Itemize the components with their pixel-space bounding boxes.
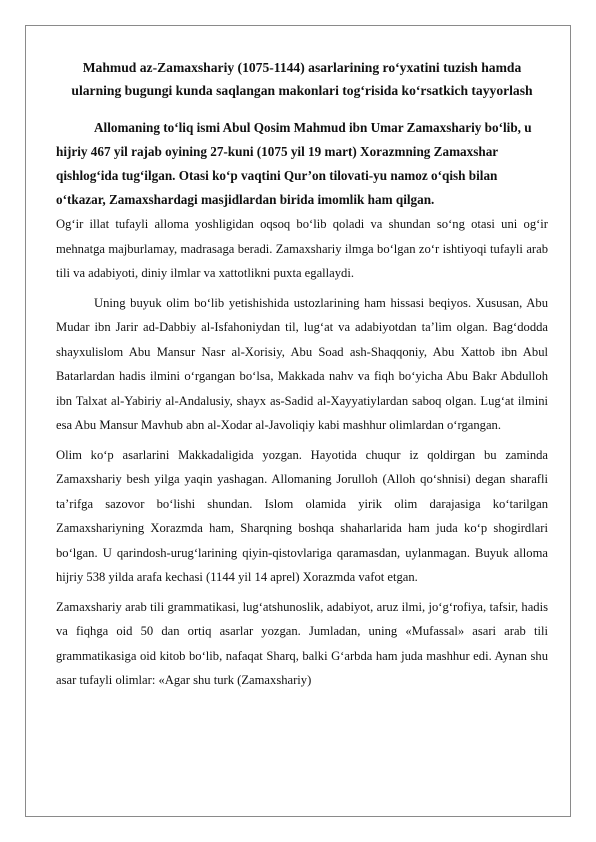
paragraph-1: Og‘ir illat tufayli alloma yoshligidan oqsoq bo‘lib qoladi va shundan so‘ng otasi uni og‘ir mehnatga majburlamay, madrasaga beradi. Zamaxshariy ilmga bo‘lgan zo‘r ishtiyoqi tufayli arab tili va adabiyoti, diniy ilmlar va xattotlikni puxta egallaydi. xyxy=(56,217,548,280)
title-line-1: Mahmud az-Zamaxshariy (1075-1144) asarlarining ro‘yxatini tuzish hamda xyxy=(82,60,522,75)
paragraph-3: Olim ko‘p asarlarini Makkadaligida yozgan. Hayotida chuqur iz qoldirgan bu zaminda Zamaxshariy besh yilga yaqin yashagan. Allomaning Jorulloh (Alloh qo‘shnisi) degan sharafli ta’rifga sazovor bo‘lishi shundan. Islom olamida yirik olim darajasiga ko‘tarilgan Zamaxshariyning Xorazmda ham, Sharqning boshqa shaharlarida ham juda ko‘p shogirdlari bo‘lgan. U qarindosh-urug‘larining qiyin-qistovlariga qaramasdan, uylanmagan. Buyuk alloma hijriy 538 yilda arafa kechasi (1144 yil 14 aprel) Xorazmda vafot etgan. xyxy=(56,447,548,584)
title-line-2: ularning bugungi kunda saqlangan makonlari tog‘risida ko‘rsatkich tayyorlash xyxy=(71,83,533,98)
document-title xyxy=(56,56,548,102)
paragraph-2: Uning buyuk olim bo‘lib yetishishida ustozlarining ham hissasi beqiyos. Xususan, Abu Mudar ibn Jarir ad-Dabbiy al-Isfahoniydan til, lug‘at va adabiyotdan ta’lim olgan. Bag‘dodda shayxulislom Abu Mansur Nasr al-Xorisiy, Abu Soad ash-Shaqqoniy, Abu Xattob ibn Abul Batarlardan hadis ilmini o‘rgangan bo‘lsa, Makkada nahv va fiqh bo‘yicha Abu Bakr Abdulloh ibn Talxat al-Yabiriy al-Andalusiy, shayx as-Sadid al-Xayyatiylardan saboq olgan. Lug‘at ilmini esa Abu Mansur Mavhub abn al-Xodar al-Javoliqiy kabi mashhur olimlardan o‘rgangan. xyxy=(56,295,548,432)
paragraph-4: Zamaxshariy arab tili grammatikasi, lug‘atshunoslik, adabiyot, aruz ilmi, jo‘g‘rofiya, tafsir, hadis va fiqhga oid 50 dan ortiq asarlar yozgan. Jumladan, uning «Mufassal» asari arab tili grammatikasiga oid kitob bo‘lib, nafaqat Sharq, balki G‘arbda ham juda mashhur edi. Aynan shu asar tufayli olimlar: «Agar shu turk (Zamaxshariy) xyxy=(56,599,548,687)
document-body xyxy=(56,56,548,693)
lead-paragraph: Allomaning to‘liq ismi Abul Qosim Mahmud ibn Umar Zamaxshariy bo‘lib, u hijriy 467 yil rajab oyining 27-kuni (1075 yil 19 mart) Xorazmning Zamaxshar qishlog‘ida tug‘ilgan. Otasi ko‘p vaqtini Qur’on tilovati-yu namoz o‘qish bilan o‘tkazar, Zamaxshardagi masjidlardan birida imomlik ham qilgan. xyxy=(56,120,532,207)
